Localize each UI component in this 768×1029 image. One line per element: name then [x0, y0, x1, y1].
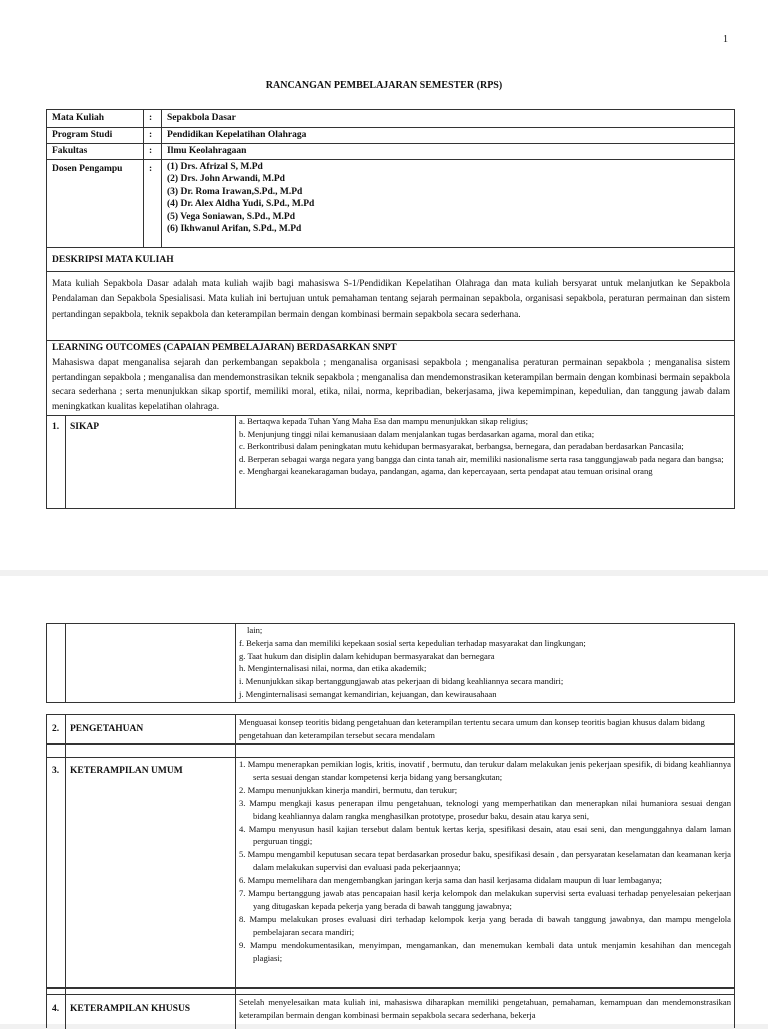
- sikap-number: 1.: [52, 422, 60, 432]
- keterampilan-umum-table: [46, 744, 735, 988]
- mata-kuliah-value: Sepakbola Dasar: [167, 113, 236, 123]
- pengetahuan-number: 2.: [52, 724, 60, 734]
- sikap-continued-table: [46, 623, 735, 703]
- list-item: a. Bertaqwa kepada Tuhan Yang Maha Esa dan mampu menunjukkan sikap religius;: [239, 416, 529, 426]
- list-item: g. Taat hukum dan disiplin dalam kehidupan bermasyarakat dan bernegara: [239, 650, 495, 661]
- list-item: e. Menghargai keanekaragaman budaya, pandangan, agama, dan kepercayaan, serta pendapat atau temuan orisinal orang: [239, 466, 653, 476]
- dosen-item: (3) Dr. Roma Irawan,S.Pd., M.Pd: [167, 186, 303, 197]
- keterampilan-khusus-label: KETERAMPILAN KHUSUS: [70, 1004, 191, 1014]
- description-outcome-table: [46, 247, 735, 509]
- list-item: h. Menginternalisasi nilai, norma, dan etika akademik;: [239, 663, 427, 674]
- list-item: d. Berperan sebagai warga negara yang bangga dan cinta tanah air, memiliki nasionalisme serta rasa tanggungjawab pada negara dan bangsa;: [239, 453, 724, 464]
- list-item: b. Menjunjung tinggi nilai kemanusiaan dalam menjalankan tugas berdasarkan agama, moral dan etika;: [239, 428, 595, 439]
- document-title: RANCANGAN PEMBELAJARAN SEMESTER (RPS): [265, 80, 503, 91]
- sikap-label: SIKAP: [70, 422, 100, 432]
- colon: :: [149, 164, 153, 174]
- list-item: f. Bekerja sama dan memiliki kepekaan sosial serta kepedulian terhadap masyarakat dan lingkungan;: [239, 637, 586, 648]
- learning-outcomes-heading: LEARNING OUTCOMES (CAPAIAN PEMBELAJARAN) BERDASARKAN SNPT: [52, 343, 397, 353]
- dosen-item: (4) Dr. Alex Aldha Yudi, S.Pd., M.Pd: [167, 199, 315, 210]
- fakultas-label: Fakultas: [52, 146, 88, 156]
- list-item: j. Menginternalisasi semangat kemandirian, kejuangan, dan kewirausahaan: [239, 688, 497, 699]
- colon: :: [149, 113, 153, 123]
- deskripsi-heading: DESKRIPSI MATA KULIAH: [52, 255, 174, 265]
- list-item: c. Berkontribusi dalam peningkatan mutu kehidupan bermasyarakat, berbangsa, bernegara, dan peradaban berdasarkan Pancasila;: [239, 441, 684, 451]
- program-studi-value: Pendidikan Kepelatihan Olahraga: [167, 130, 307, 140]
- list-item: 6. Mampu memelihara dan mengembangkan jaringan kerja sama dan hasil kerjasama didalam maupun di luar lembaganya;: [239, 875, 662, 886]
- list-item: 7. Mampu bertanggung jawab atas pencapaian hasil kerja kelompok dan melakukan supervisi serta evaluasi terhadap penyelesaian pekerjaan yang ditugaskan kepada pekerja yang berada di bawah tanggung jawabnya;: [239, 888, 731, 911]
- dosen-item: (6) Ikhwanul Arifan, S.Pd., M.Pd: [167, 224, 302, 235]
- list-item: 9. Mampu mendokumentasikan, menyimpan, mengamankan, dan menemukan kembali data untuk menjamin kesahihan dan mencegah plagiasi;: [239, 939, 731, 963]
- list-item: 5. Mampu mengambil keputusan secara tepat berdasarkan prosedur baku, spesifikasi desain , dan persyaratan keselamatan dan keamanan kerja dalam melakukan supervisi dan evaluasi pada pekerjaannya;: [239, 849, 731, 873]
- list-item: 1. Mampu menerapkan pemikian logis, kritis, inovatif , bermutu, dan terukur dalam melakukan jenis pekerjaan spesifik, di bidang keahliannya serta sesuai dengan standar kompetensi kerja bidang yang bersangkutan;: [239, 759, 731, 782]
- keterampilan-umum-label: KETERAMPILAN UMUM: [70, 766, 183, 776]
- colon: :: [149, 130, 153, 140]
- colon: :: [149, 146, 153, 156]
- fakultas-value: Ilmu Keolahragaan: [167, 146, 247, 156]
- sikap-list: [239, 415, 731, 478]
- list-item: i. Menunjukkan sikap bertanggungjawab atas pekerjaan di bidang keahliannya secara mandiri;: [239, 676, 564, 687]
- dosen-label: Dosen Pengampu: [52, 164, 123, 174]
- keterampilan-umum-number: 3.: [52, 766, 60, 776]
- program-studi-label: Program Studi: [52, 130, 113, 140]
- pengetahuan-text: Menguasai konsep teoritis bidang pengetahuan dan keterampilan tertentu secara umum dan konsep teoritis bagian khusus dalam bidang pengetahuan dan keterampilan tersebut secara mendalam: [239, 717, 705, 740]
- deskripsi-text: Mata kuliah Sepakbola Dasar adalah mata kuliah wajib bagi mahasiswa S-1/Pendidikan Kepelatihan Olahraga dan mata kuliah bersyarat untuk melanjutkan ke Sepakbola Pendalaman dan Sepakbola Spesialisasi. Mata kuliah ini bertujuan untuk pemahaman tentang sejarah permainan sepakbola, organisasi sepakbola, peraturan permainan dan sistem pertandingan sepakbola, teknik sepakbola dan keterampilan bermain dengan kombinasi bermain sepakbola secara sederhana.: [52, 279, 730, 320]
- course-info-table: [46, 109, 735, 248]
- list-item: 8. Mampu melakukan proses evaluasi diri terhadap kelompok kerja yang berada di bawah tanggung jawabnya, dan mampu mengelola pembelajaran secara mandiri;: [239, 913, 731, 937]
- sikap-continued-list: [239, 624, 731, 701]
- keterampilan-umum-list: [239, 758, 731, 965]
- list-item: 2. Mampu menunjukkan kinerja mandiri, bermutu, dan terukur;: [239, 784, 458, 795]
- page-number: 1: [723, 34, 728, 45]
- dosen-item: (5) Vega Soniawan, S.Pd., M.Pd: [167, 211, 296, 222]
- list-item: 4. Mampu menyusun hasil kajian tersebut dalam bentuk kertas kerja, spesifikasi desain, atau esai seni, dan mengunggahnya dalam laman perguruan tinggi;: [239, 823, 731, 847]
- pengetahuan-label: PENGETAHUAN: [70, 724, 144, 734]
- document-page-2: [0, 576, 768, 1024]
- learning-outcomes-text: Mahasiswa dapat menganalisa sejarah dan perkembangan sepakbola ; menganalisa organisasi sepakbola ; menganalisa peraturan permainan sepakbola ; menganalisa sistem pertandingan sepakbola ; menganalisa dan mendemonstrasikan teknik sepakbola ; menganalisa dan mendemonstrasikan keterampilan bermain dengan kombinasi bermain sepakbola secara sederhana ; serta menunjukkan sikap sportif, memiliki moral, etika, nilai, norma, kepribadian, bekerjasama, jiwa kepemimpinan, kepedulian, dan tanggung jawab dalam meningkatkan kualitas kepelatihan olahraga.: [52, 358, 730, 412]
- list-item: lain;: [247, 625, 263, 635]
- keterampilan-khusus-table: [46, 988, 735, 1028]
- pengetahuan-table: [46, 714, 735, 744]
- list-item: 3. Mampu mengkaji kasus penerapan ilmu pengetahuan, teknologi yang memperhatikan dan menerapkan nilai humaniora sesuai dengan bidang keahliannya dalam rangka menghasilkan prototype, prosedur baku, desain atau karya seni,: [239, 797, 731, 821]
- dosen-item: (1) Drs. Afrizal S, M.Pd: [167, 162, 263, 172]
- mata-kuliah-label: Mata Kuliah: [52, 113, 104, 123]
- keterampilan-khusus-text: Setelah menyelesaikan mata kuliah ini, mahasiswa diharapkan memiliki pengetahuan, pemahaman, kemampuan dan mendemonstrasikan keterampilan bermain dengan kombinasi bermain sepakbola secara sederhana, bekerja: [239, 997, 731, 1020]
- dosen-list: [167, 161, 314, 235]
- keterampilan-khusus-number: 4.: [52, 1004, 60, 1014]
- dosen-item: (2) Drs. John Arwandi, M.Pd: [167, 174, 285, 185]
